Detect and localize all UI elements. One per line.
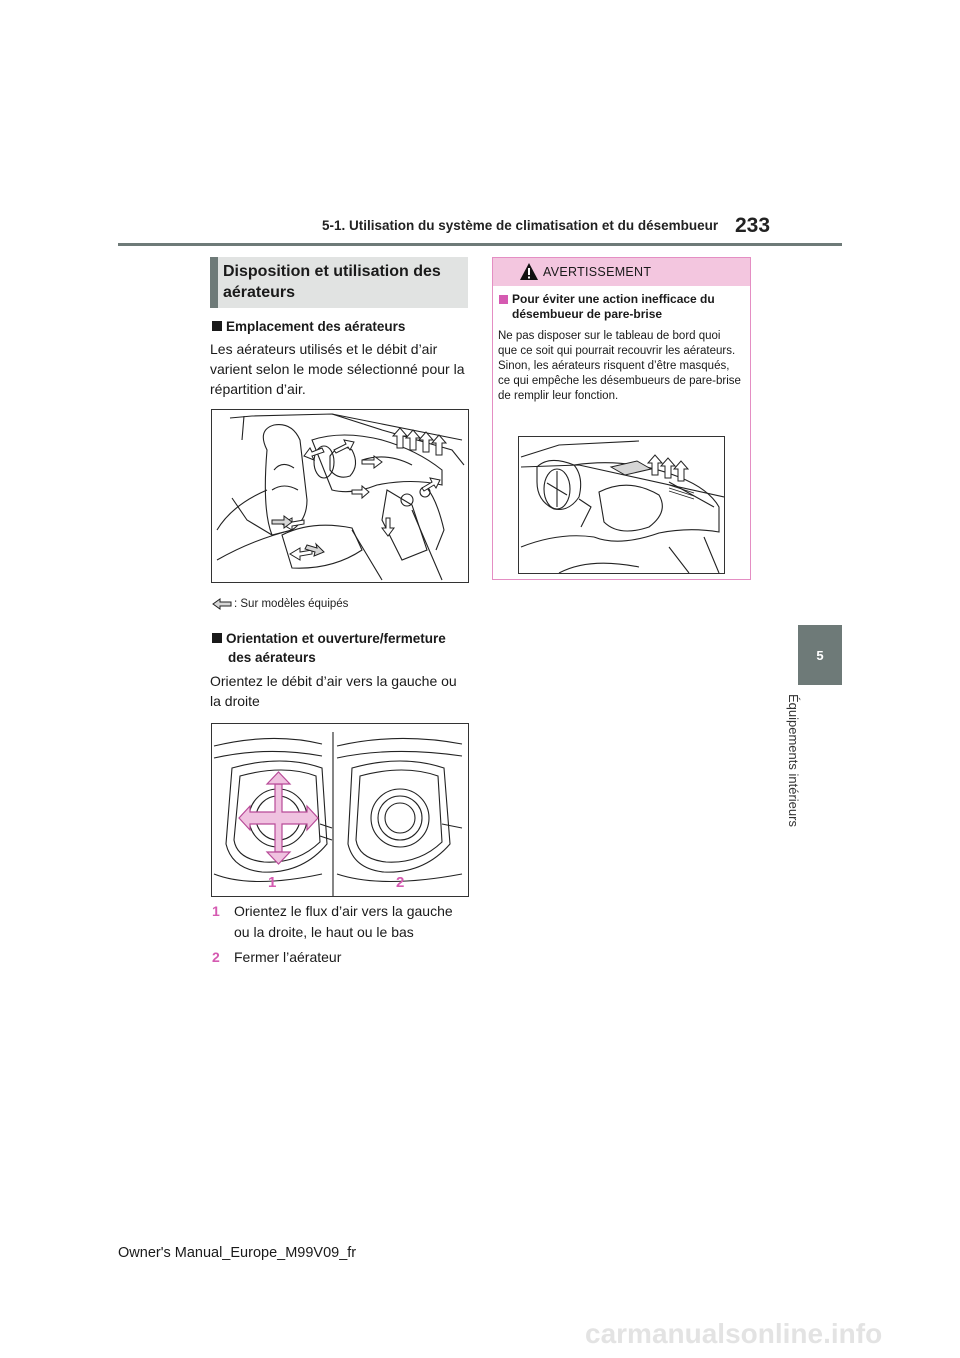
watermark: carmanualsonline.info: [585, 1318, 883, 1349]
step-number: 2: [212, 949, 220, 965]
step-number: 1: [212, 903, 220, 919]
bullet-square-icon: [499, 295, 508, 304]
warning-icon: [519, 262, 539, 281]
figure-label-2: 2: [396, 874, 405, 891]
section-title: Disposition et utilisation des aérateurs: [223, 263, 441, 301]
step-text: Orientez le flux d’air vers la gauche: [234, 903, 453, 919]
chapter-number: 5: [816, 647, 824, 663]
step-text: Fermer l’aérateur: [234, 949, 342, 965]
defroster-figure: [518, 436, 725, 574]
page-number: 233: [735, 214, 771, 237]
footer-text: Owner's Manual_Europe_M99V09_fr: [118, 1245, 357, 1261]
location-paragraph: Les aérateurs utilisés et le débit d’air varient selon le mode sélectionné pour la répartition d’air.: [210, 341, 465, 397]
warning-body: Ne pas disposer sur le tableau de bord quoi que ce soit qui pourrait recouvrir les aérateurs. Sinon, les aérateurs risquent d’être masqués, ce qui empêche les désembueurs de pare-brise de remplir leur fonction.: [498, 330, 741, 402]
chapter-title: 5-1. Utilisation du système de climatisation et du désembueur: [322, 218, 719, 233]
step-2: [212, 947, 472, 968]
optional-arrow-icon: [212, 598, 232, 610]
legend: : Sur modèles équipés: [212, 598, 348, 610]
step-text-continued: ou la droite, le haut ou le bas: [234, 924, 414, 940]
bullet-square-icon: [212, 633, 222, 643]
header-rule: [118, 243, 842, 246]
section-accent-bar: [210, 257, 218, 308]
warning-box: AVERTISSEMENT Pour éviter une action inefficace du désembueur de pare-brise Ne pas disposer sur le tableau de bord quoi que ce soit qui pourrait recouvrir les aérateurs. Sinon, les aérateurs risquent d’être masqués, ce qui empêche les désembueurs de pare-brise de remplir leur fonction.: [492, 257, 751, 580]
bullet-square-icon: [212, 321, 222, 331]
figure-label-1: 1: [268, 874, 277, 891]
location-heading: Emplacement des aérateurs: [212, 317, 472, 336]
step-1: [212, 901, 472, 943]
vent-adjustment-figure: [211, 723, 469, 897]
chapter-label: Équipements intérieurs: [786, 694, 801, 827]
orientation-paragraph: Orientez le débit d’air vers la gauche ou la droite: [210, 673, 457, 709]
chapter-tab[interactable]: [798, 625, 842, 685]
warning-title: AVERTISSEMENT: [543, 265, 652, 279]
orientation-heading: Orientation et ouverture/fermeture des aérateurs: [212, 629, 482, 667]
section-title-box: [210, 257, 468, 308]
vent-location-figure: [211, 409, 469, 583]
warning-header: [493, 258, 750, 286]
